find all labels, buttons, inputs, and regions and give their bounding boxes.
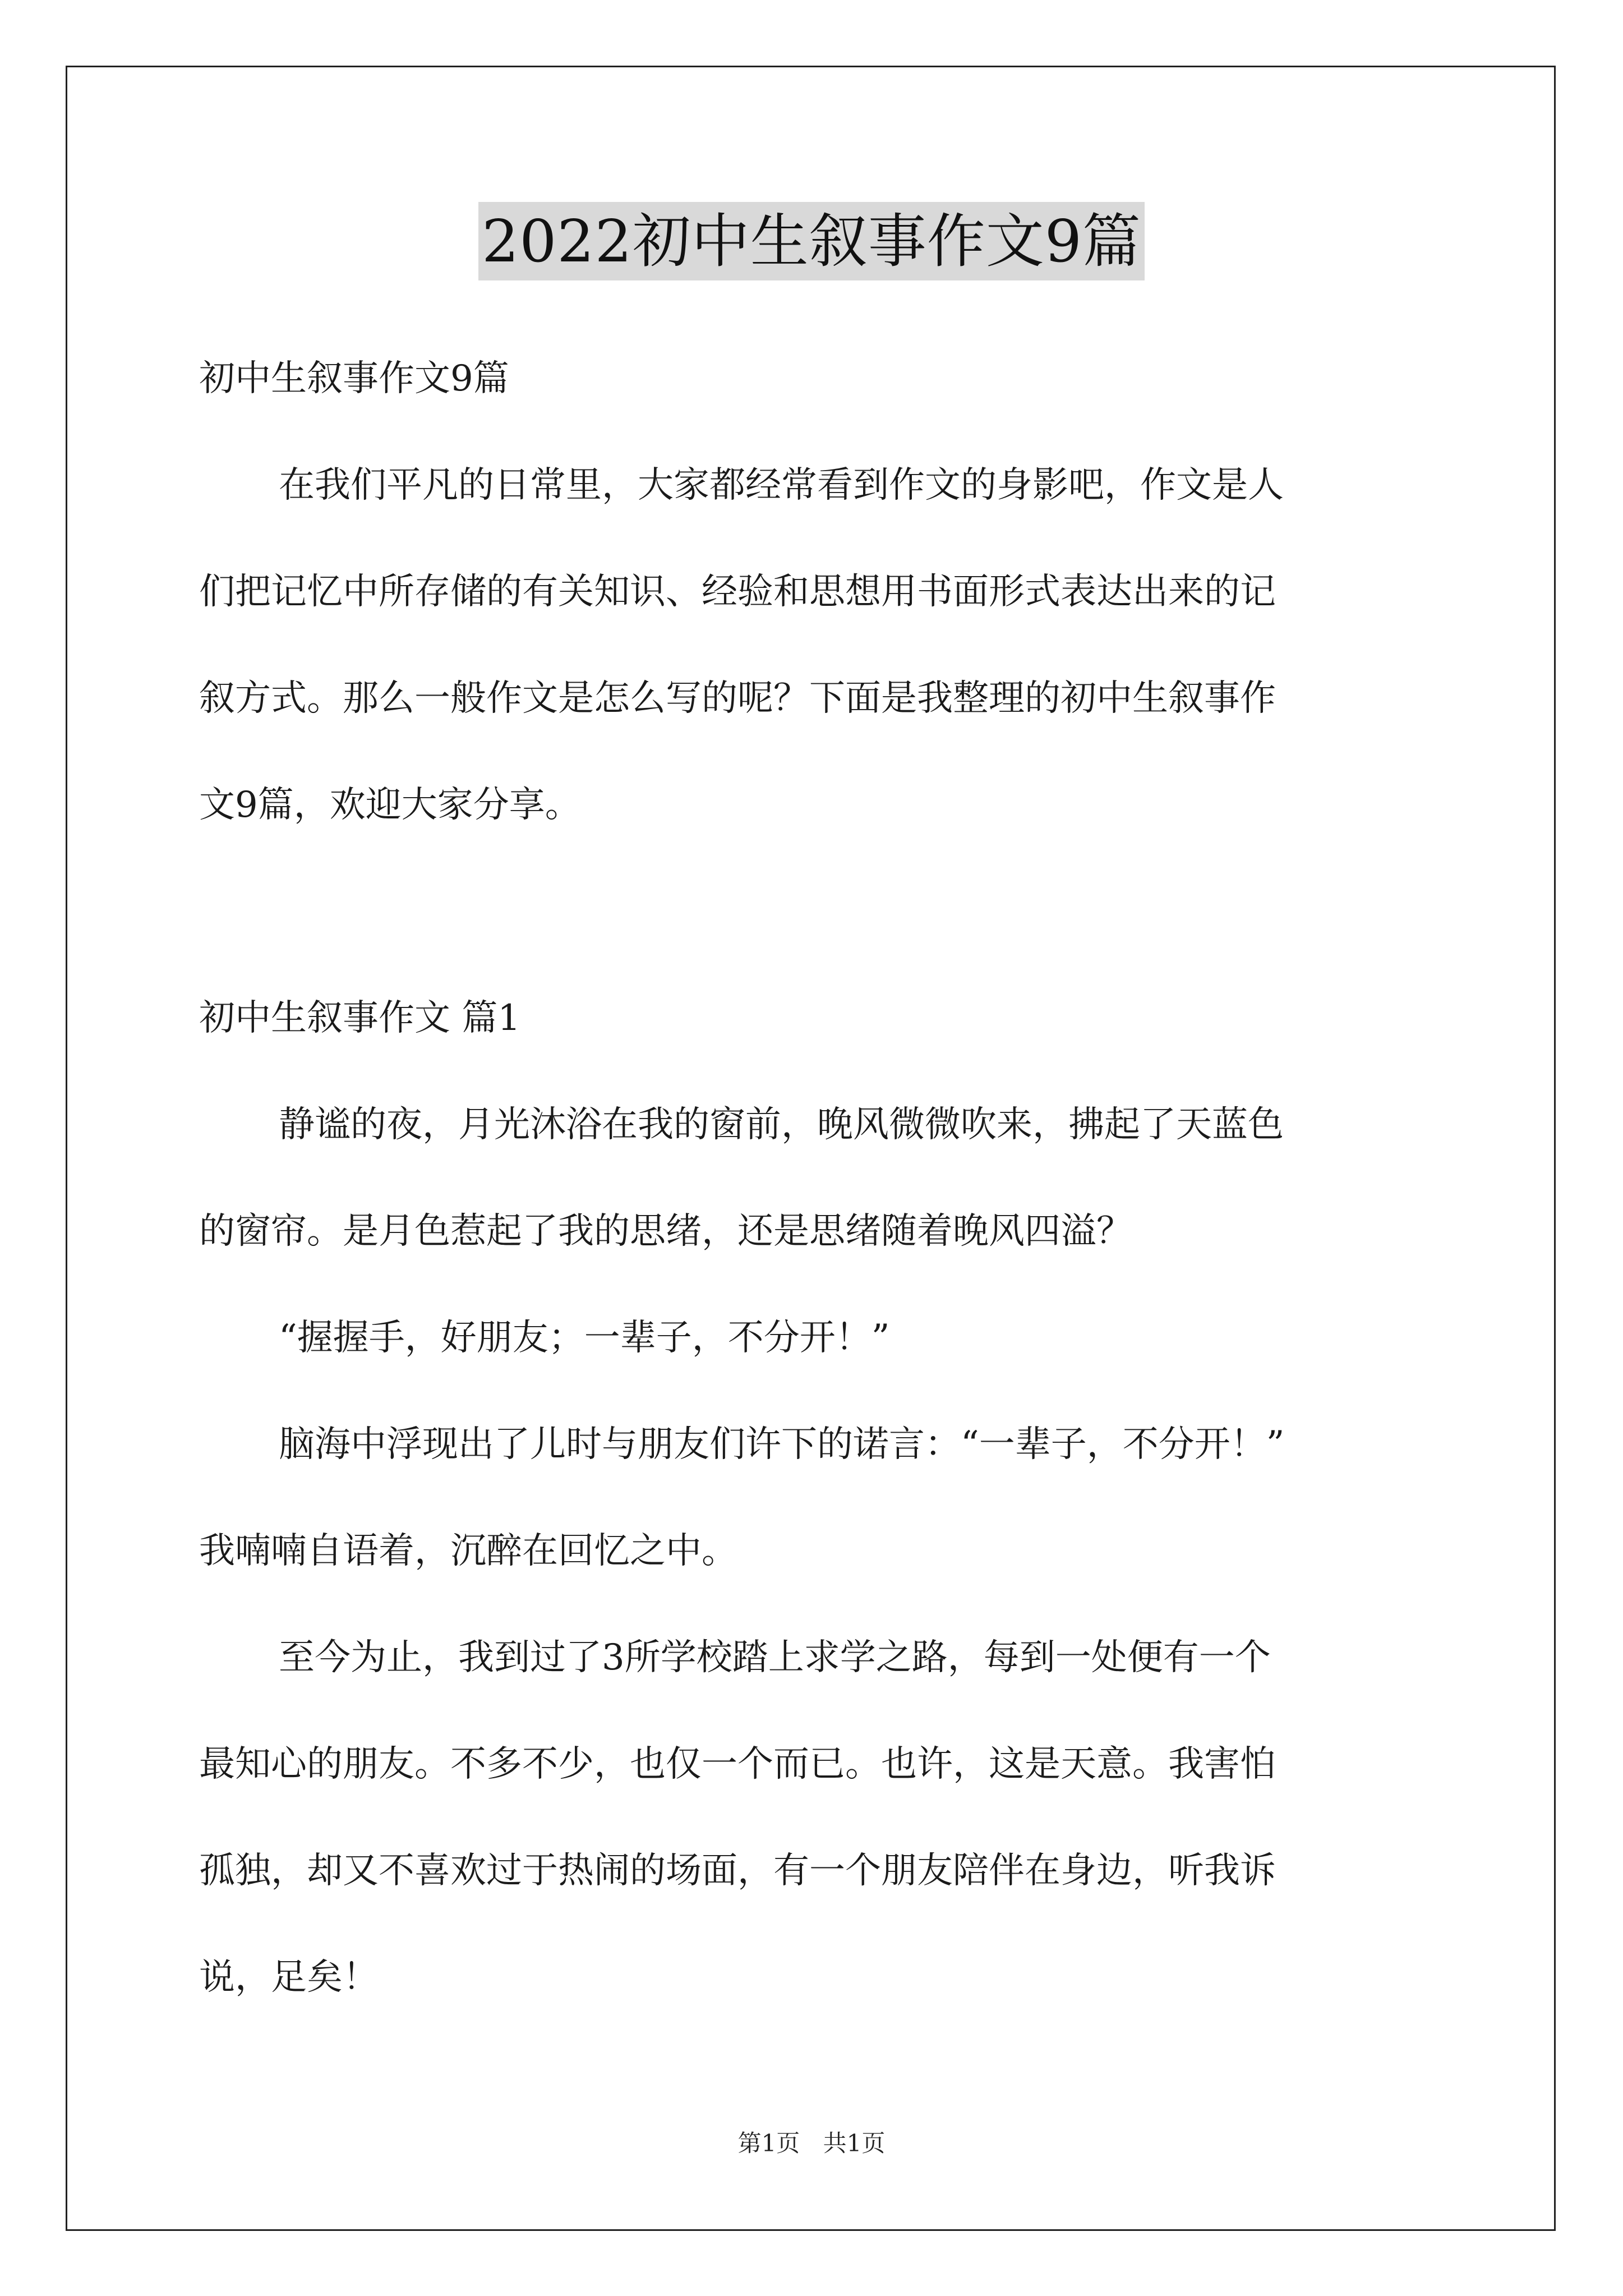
body-line: 静谧的夜，月光沐浴在我的窗前，晚风微微吹来，拂起了天蓝色 [279,1104,1284,1145]
body-line: 最知心的朋友。不多不少，也仅一个而已。也许，这是天意。我害怕 [199,1743,1276,1785]
document-subtitle: 初中生叙事作文9篇 [199,358,509,399]
page-footer [0,2125,1623,2159]
body-line: 的窗帘。是月色惹起了我的思绪，还是思绪随着晚风四溢？ [199,1211,1132,1252]
page-number: 第1页 [737,2129,800,2157]
body-line: 脑海中浮现出了儿时与朋友们许下的诺言：“一辈子，不分开！” [279,1424,1285,1465]
intro-line: 在我们平凡的日常里，大家都经常看到作文的身影吧，作文是人 [279,464,1284,506]
body-line: 至今为止，我到过了3所学校踏上求学之路，每到一处便有一个 [279,1637,1271,1678]
intro-line: 们把记忆中所存储的有关知识、经验和思想用书面形式表达出来的记 [199,571,1276,613]
body-line: 我喃喃自语着，沉醉在回忆之中。 [199,1530,737,1572]
title-container [0,202,1623,280]
document-title: 2022初中生叙事作文9篇 [478,202,1145,280]
body-line: 说，足矣！ [199,1957,379,1998]
section-heading: 初中生叙事作文 篇1 [199,997,521,1039]
intro-line: 叙方式。那么一般作文是怎么写的呢？下面是我整理的初中生叙事作 [199,678,1276,719]
body-line: “握握手，好朋友；一辈子，不分开！” [279,1317,890,1359]
page-total: 共1页 [823,2129,886,2157]
intro-line: 文9篇，欢迎大家分享。 [199,784,581,826]
body-line: 孤独，却又不喜欢过于热闹的场面，有一个朋友陪伴在身边，听我诉 [199,1850,1276,1892]
